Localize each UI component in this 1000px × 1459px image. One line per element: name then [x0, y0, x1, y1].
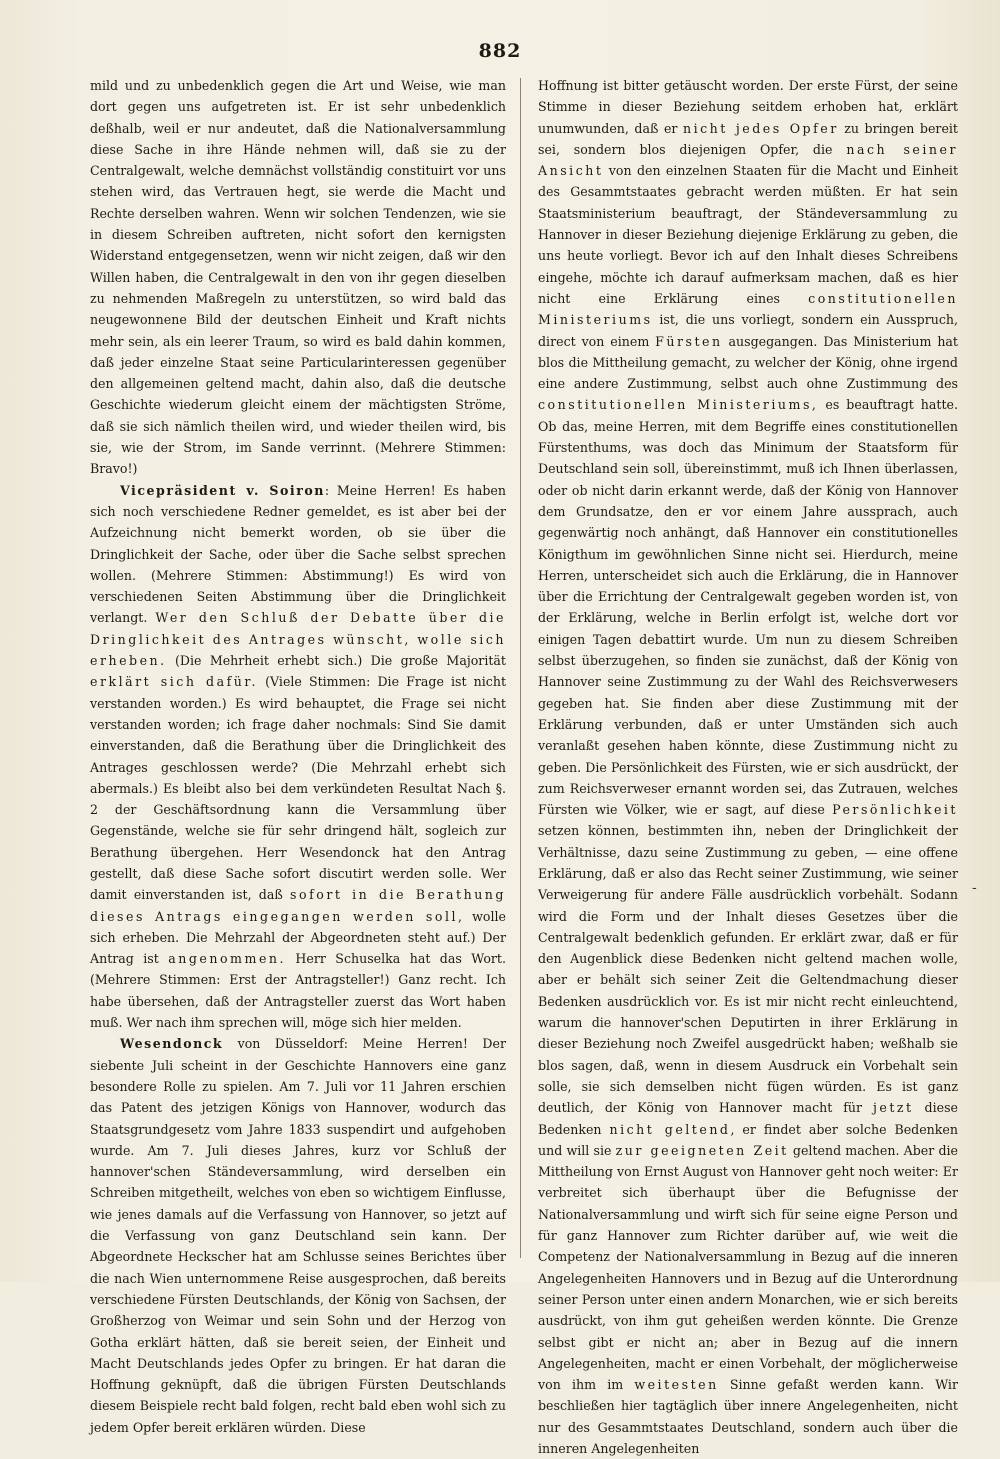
text-run-spaced: nicht geltend	[609, 1121, 731, 1137]
text-run: von Düsseldorf: Meine Herren! Der siebente Juli scheint in der Geschichte Hannovers eine ganz besondere Rolle zu spielen. Am 7. Juli vor 11 Jahren erschien das Patent des jetzigen Königs von Hannover, wodurch das Staatsgrundgesetz vom Jahre 1833 suspendirt und aufgehoben wurde. Am 7. Juli dieses Jahres, kurz vor Schluß der hannover'schen Ständeversammlung, wird derselben ein Schreiben mitgetheilt, welches von eben so wichtigem Einflusse, wie jenes damals auf die Verfassung von Hannover, so jetzt auf die Verfassung von ganz Deutschland sein kann. Der Abgeordnete Heckscher hat am Schlusse seines Berichtes über die nach Wien unternommene Reise ausgesprochen, daß bereits verschiedene Fürsten Deutschlands, der König von Sachsen, der Großherzog von Weimar und sein Sohn und der Herzog von Gotha erklärt hätten, daß sie bereit seien, der Einheit und Macht Deutschlands jedes Opfer zu bringen. Er hat daran die Hoffnung geknüpft, daß die übrigen Fürsten Deutschlands diesem Beispiele recht bald folgen, recht bald eben wohl sich zu jedem Opfer bereit erklären würden. Diese	[90, 1036, 506, 1435]
text-run-spaced: Fürsten	[655, 333, 723, 349]
text-run: wolle sich erheben. Die Mehrzahl der Abgeordneten steht auf.) Der Antrag ist	[90, 908, 506, 967]
text-run: : Meine Herren! Es haben sich noch verschiedene Redner gemeldet, es ist aber bei der Aufzeichnung nicht bemerkt worden, ob sie über die Dringlichkeit der Sache, oder über die Sache selbst sprechen wollen. (Mehrere Stimmen: Abstimmung!) Es wird von verschiedenen Seiten Abstimmung über die Dringlichkeit verlangt.	[90, 482, 506, 626]
text-run: Herr Schuselka hat das Wort. (Mehrere Stimmen: Erst der Antragsteller!) Ganz recht. Ich habe übersehen, daß der Antragsteller zuerst das Wort haben muß. Wer nach ihm sprechen will, möge sich hier melden.	[90, 951, 506, 1031]
text-run-spaced: nicht jedes Opfer	[682, 120, 839, 136]
text-run-spaced: weitesten	[634, 1377, 719, 1393]
text-run: (Die Mehrheit erhebt sich.) Die große Majorität	[166, 653, 506, 669]
text-run-spaced: sofort in die Berathung dieses Antrags eingegangen werden soll,	[90, 887, 506, 924]
speaker-name: Wesendonck	[120, 1036, 224, 1052]
text-run: es beauftragt hatte. Ob das, meine Herren, mit dem Begriffe eines constitutionellen Fürstenthums, was doch das Minimum der Staatsform für Deutschland sein soll, übereinstimmt, muß ich Ihnen überlassen, oder ob nicht darin erkannt werde, daß der König von Hannover dem Grundsatze, den er vor einem Jahre aussprach, auch gegenwärtig noch anhängt, daß Hannover ein constitutionelles Königthum im gewöhnlichen Sinne nicht sei. Hierdurch, meine Herren, unterscheidet sich auch die Erklärung, die in Hannover über die Errichtung der Centralgewalt gegeben worden ist, von der Erklärung, welche in Berlin erfolgt ist, welche dort vor einigen Tagen debattirt wurde. Um nun zu diesem Schreiben selbst überzugehen, so finden sie zunächst, daß der König von Hannover seine Zustimmung zu der Wahl des Reichsverwesers gegeben hat. Sie finden aber diese Zustimmung mit der Erklärung verbunden, daß er unter Umständen sich auch veranlaßt gesehen haben könnte, diese Zustimmung nicht zu geben. Die Persönlichkeit des Fürsten, wie er sich ausdrückt, der zum Reichsverweser ernannt worden sei, das Zutrauen, welches Fürsten wie Völker, wie er sagt, auf diese	[538, 397, 958, 818]
text-run: setzen können, bestimmten ihn, neben der Dringlichkeit der Verhältnisse, dazu seine Zustimmung zu geben, — eine offene Erklärung, daß er also das Recht seiner Zustimmung, wie seiner Verweigerung für andere Fälle ausdrücklich vorbehält. Sodann wird die Form und der Inhalt dieses Gesetzes über die Centralgewalt bedenklich gefunden. Er erklärt zwar, daß er für den Augenblick diese Bedenken nicht geltend machen wolle, aber er behält sich seiner Zeit die Geltendmachung dieser Bedenken ausdrücklich vor. Es ist mir nicht recht einleuchtend, warum die hannover'schen Deputirten in ihrer Erklärung in dieser Beziehung noch Zweifel ausgedrückt haben; weßhalb sie blos sagen, daß, wenn in diesem Ausdruck ein Vorbehalt sein solle, sie sich demselben nicht fügen würden. Es ist ganz deutlich, der König von Hannover macht für	[538, 823, 958, 1116]
text-run: diese Bedenken	[538, 1100, 958, 1137]
text-run-spaced: zur geeigneten Zeit	[615, 1142, 789, 1158]
text-run-spaced: erklärt sich dafür.	[90, 674, 259, 690]
text-run-spaced: constitutionellen Ministeriums,	[538, 397, 819, 413]
text-run-spaced: Persönlichkeit	[832, 802, 958, 818]
text-run: von den einzelnen Staaten für die Macht und Einheit des Gesammtstaates gebracht werden müßten. Er hat sein Staatsministerium beauftragt, der Ständeversammlung zu Hannover in dieser Beziehung diejenige Erklärung zu geben, die uns heute vorliegt. Bevor ich auf den Inhalt dieses Schreibens eingehe, möchte ich darauf aufmerksam machen, daß es hier nicht eine Erklärung eines	[538, 163, 958, 306]
text-run-spaced: Wer den Schluß der Debatte über die Dringlichkeit des Antrages wünscht, wolle sich erheben.	[90, 610, 506, 669]
text-run: ist, die uns vorliegt, sondern ein Ausspruch, direct von einem	[538, 312, 958, 349]
text-run: ausgegangen. Das Ministerium hat blos die Mittheilung gemacht, zu welcher der König, ohne irgend eine andere Zustimmung, selbst auch ohne Zustimmung des	[538, 333, 958, 392]
column-divider	[520, 78, 521, 1258]
right-column	[538, 75, 958, 1456]
margin-mark: -	[972, 880, 977, 896]
text-run: Hoffnung ist bitter getäuscht worden. Der erste Fürst, der seine Stimme in dieser Beziehung seitdem erhoben hat, erklärt unumwunden, daß er	[538, 78, 958, 136]
paragraph	[90, 1033, 506, 1438]
text-run: (Viele Stimmen: Die Frage ist nicht verstanden worden.) Es wird behauptet, die Frage sei nicht verstanden worden; ich frage daher nochmals: Sind Sie damit einverstanden, daß die Berathung über die Dringlichkeit des Antrages geschlossen werde? (Die Mehrzahl erhebt sich abermals.) Es bleibt also bei dem verkündeten Resultat Nach §. 2 der Geschäftsordnung kann die Versammlung über Gegenstände, welche sie für sehr dringend hält, sogleich zur Berathung übergehen. Herr Wesendonck hat den Antrag gestellt, daß diese Sache sofort discutirt werden solle. Wer damit einverstanden ist, daß	[90, 674, 506, 903]
text-run-spaced: nach seiner Ansicht	[538, 141, 958, 179]
paragraph: mild und zu unbedenklich gegen die Art und Weise, wie man dort gegen uns aufgetreten ist. Er ist sehr unbedenklich deßhalb, weil er nur andeutet, daß die Nationalversammlung diese Sache in ihre Hände nehmen will, daß sie zu der Centralgewalt, welche demnächst vollständig constituirt vor uns stehen wird, das Vertrauen hegt, sie werde die Macht und Rechte derselben wahren. Wenn wir solchen Tendenzen, wie sie in diesem Schreiben auftreten, nicht sofort den kernigsten Widerstand entgegensetzen, wenn wir nicht zeigen, daß wir den Willen haben, die Centralgewalt in den von ihr gegen dieselben zu nehmenden Maßregeln zu unterstützen, so wird bald das neugewonnene Bild der deutschen Einheit und Kraft nichts mehr sein, als ein leerer Traum, so wird es bald dahin kommen, daß jeder einzelne Staat seine Particularinteressen gegenüber den allgemeinen geltend macht, dahin also, daß die deutsche Geschichte wiederum gleicht einem der mächtigsten Ströme, daß sie sich nämlich theilen wird, und wieder theilen wird, bis sie, wie der Strom, im Sande verrinnt. (Mehrere Stimmen: Bravo!)	[90, 78, 506, 477]
text-run: , er findet aber solche Bedenken und will sie	[538, 1121, 958, 1158]
text-run: zu bringen bereit sei, sondern blos diejenigen Opfer, die	[538, 120, 958, 157]
text-run-spaced: angenommen.	[168, 951, 287, 967]
speaker-name: Vicepräsident v. Soiron	[120, 482, 325, 498]
text-run-spaced: jetzt	[872, 1100, 914, 1116]
text-run: Sinne gefaßt werden kann. Wir beschließen hier tagtäglich über innere Angelegenheiten, nicht nur des Gesammtstaates Deutschland, sondern auch über die inneren Angelegenheiten	[538, 1377, 958, 1456]
left-column	[90, 75, 506, 1435]
page-number: 882	[478, 40, 522, 62]
text-run: geltend machen. Aber die Mittheilung von Ernst August von Hannover geht noch weiter: Er verbreitet sich überhaupt über die Befugnisse der Nationalversammlung und wirft sich für seine eigne Person und für ganz Hannover zum Richter darüber auf, wie weit die Competenz der Nationalversammlung in Bezug auf die inneren Angelegenheiten Hannovers und in Bezug auf die Unterordnung seiner Person unter einen andern Monarchen, wie er sich bereits ausdrückt, von ihm gut geheißen werden könnte. Die Grenze selbst gibt er nicht an; aber in Bezug auf die innern Angelegenheiten, macht er einen Vorbehalt, der möglicherweise von ihm im	[538, 1142, 958, 1393]
text-run-spaced: constitutionellen Ministeriums	[538, 290, 958, 328]
paragraph	[538, 75, 958, 1459]
paragraph	[90, 480, 506, 1034]
